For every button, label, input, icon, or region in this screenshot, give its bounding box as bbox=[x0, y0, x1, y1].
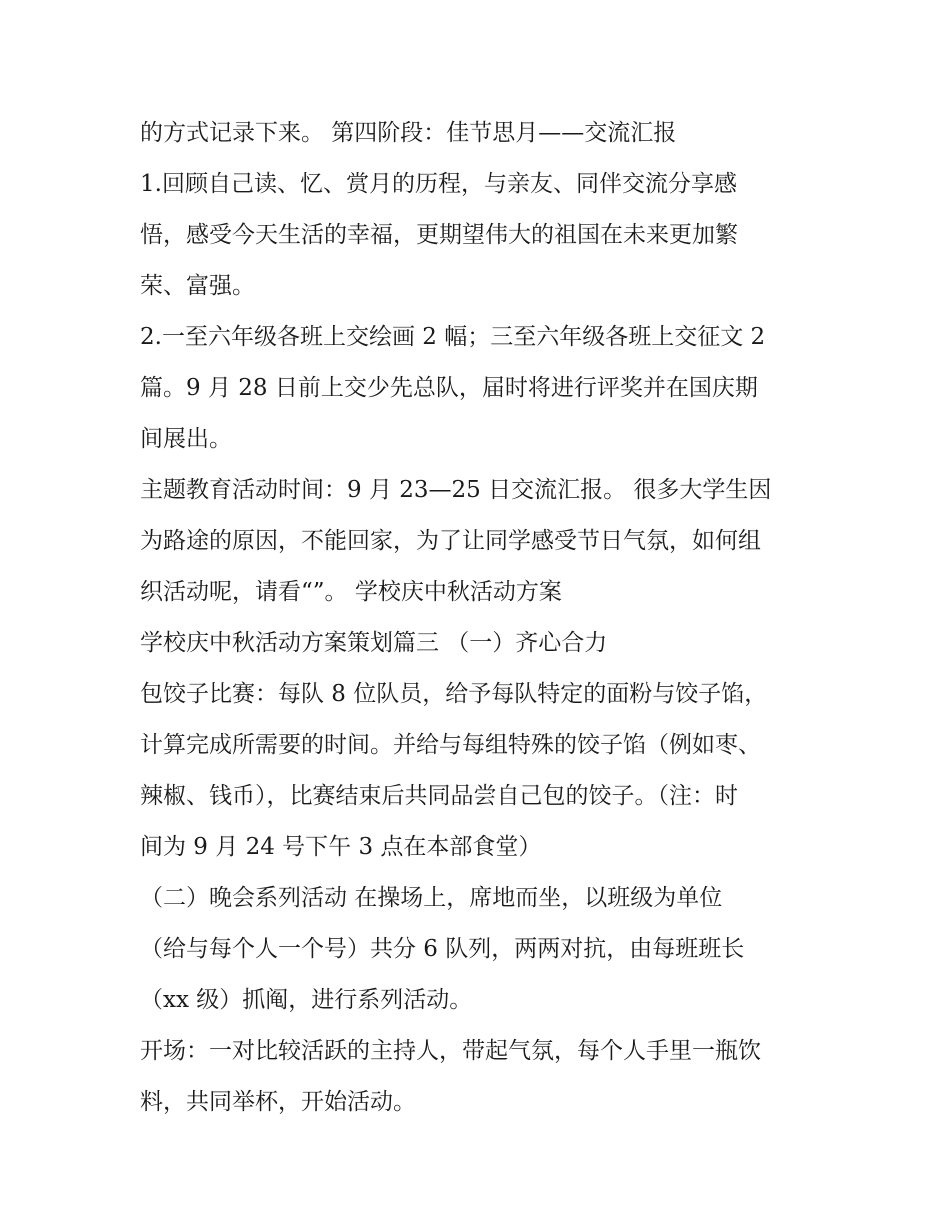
text-line: 织活动呢，请看“”。 学校庆中秋活动方案 bbox=[140, 579, 562, 605]
text-line: 篇。9 月 28 日前上交少先总队，届时将进行评奖并在国庆期 bbox=[140, 375, 758, 401]
section-heading: 学校庆中秋活动方案策划篇三 （一）齐心合力 bbox=[140, 630, 608, 656]
text-line: 悟，感受今天生活的幸福，更期望伟大的祖国在未来更加繁 bbox=[140, 222, 738, 248]
text-line: 主题教育活动时间：9 月 23—25 日交流汇报。 很多大学生因 bbox=[140, 477, 772, 503]
text-line: 开场：一对比较活跃的主持人，带起气氛，每个人手里一瓶饮 bbox=[140, 1038, 761, 1064]
document-body bbox=[140, 108, 830, 1128]
text-line: 间展出。 bbox=[140, 426, 232, 452]
text-line: （二）晚会系列活动 在操场上，席地而坐，以班级为单位 bbox=[140, 885, 723, 911]
text-line: 包饺子比赛：每队 8 位队员，给予每队特定的面粉与饺子馅， bbox=[140, 681, 768, 707]
text-line: 1.回顾自己读、忆、赏月的历程，与亲友、同伴交流分享感 bbox=[140, 171, 737, 197]
text-line: 荣、富强。 bbox=[140, 273, 255, 299]
text-line: 辣椒、钱币），比赛结束后共同品尝自己包的饺子。（注：时 bbox=[140, 783, 738, 809]
text-line: 2.一至六年级各班上交绘画 2 幅；三至六年级各班上交征文 2 bbox=[140, 324, 766, 350]
text-line: 间为 9 月 24 号下午 3 点在本部食堂） bbox=[140, 834, 542, 860]
text-line: 料，共同举杯，开始活动。 bbox=[140, 1089, 416, 1115]
text-line: 计算完成所需要的时间。并给与每组特殊的饺子馅（例如枣、 bbox=[140, 732, 761, 758]
text-line: 的方式记录下来。 第四阶段：佳节思月——交流汇报 bbox=[140, 120, 677, 146]
text-line: （给与每个人一个号）共分 6 队列，两两对抗，由每班班长 bbox=[140, 936, 745, 962]
text-line: 为路途的原因，不能回家，为了让同学感受节日气氛，如何组 bbox=[140, 528, 761, 554]
text-line: （xx 级）抓阄，进行系列活动。 bbox=[140, 987, 473, 1013]
